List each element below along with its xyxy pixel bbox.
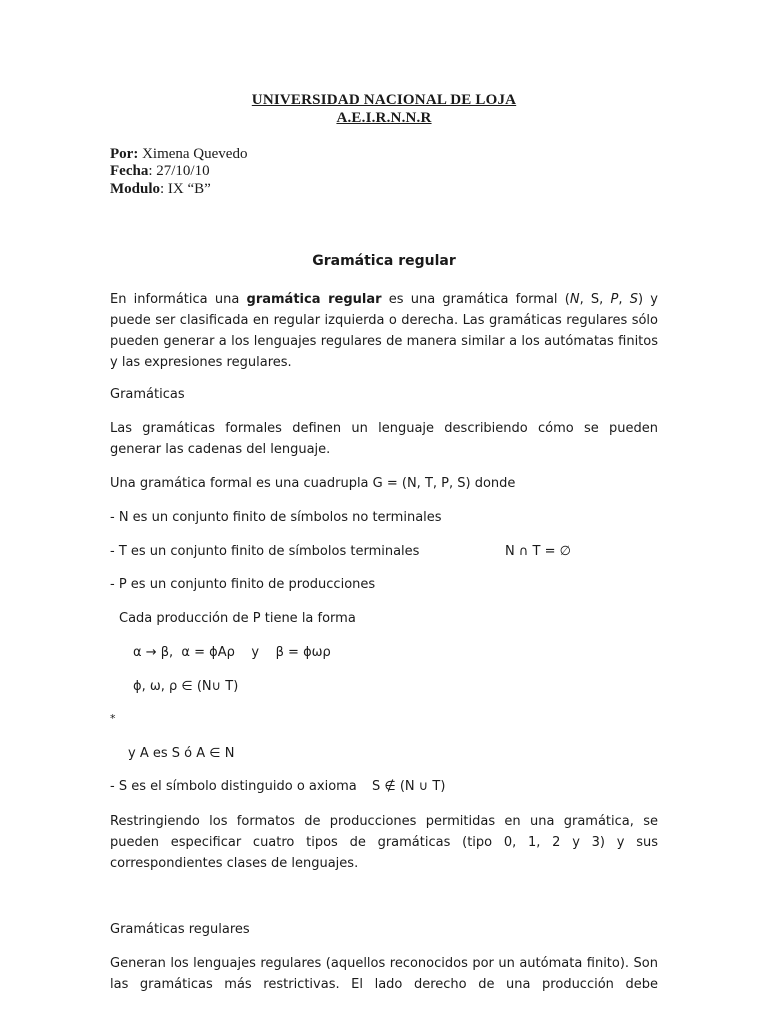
list-item-p: - P es un conjunto finito de producciones bbox=[110, 577, 376, 592]
section-heading-gramaticas-regulares: Gramáticas regulares bbox=[110, 922, 250, 937]
document-title: Gramática regular bbox=[312, 253, 456, 269]
kleene-star: * bbox=[110, 712, 116, 725]
production-membership: ϕ, ω, ρ ∈ (N∪ T) bbox=[133, 679, 239, 694]
paragraph-generan: Generan los lenguajes regulares (aquellos reconocidos por un autómata finito). Son las gramáticas más restrictivas. El lado derecho de una producción debe bbox=[110, 956, 658, 992]
production-form-text: Cada producción de P tiene la forma bbox=[119, 611, 356, 626]
list-item-n: - N es un conjunto finito de símbolos no terminales bbox=[110, 510, 442, 525]
production-a-condition: y A es S ó A ∈ N bbox=[128, 746, 235, 761]
date-label: Fecha bbox=[110, 163, 149, 179]
date-value: : 27/10/10 bbox=[148, 163, 210, 179]
list-item-s: - S es el símbolo distinguido o axioma bbox=[110, 779, 357, 794]
author-name: Ximena Quevedo bbox=[138, 146, 248, 162]
module-value: : IX “B” bbox=[160, 181, 211, 197]
term-gramatica-regular: gramática regular bbox=[246, 292, 382, 307]
production-formula: α → β, α = ϕAρ y β = ϕωρ bbox=[133, 645, 331, 660]
faculty-acronym: A.E.I.R.N.N.R bbox=[336, 110, 432, 126]
list-item-t: - T es un conjunto finito de símbolos terminales bbox=[110, 544, 420, 559]
paragraph-restringiendo: Restringiendo los formatos de producciones permitidas en una gramática, se pueden especificar cuatro tipos de gramáticas (tipo 0, 1, 2 y 3) y sus correspondientes clases de lenguajes. bbox=[110, 814, 658, 871]
intro-paragraph: En informática una gramática regular es una gramática formal (N, S, P, S) y puede ser clasificada en regular izquierda o derecha. Las gramáticas regulares sólo pueden generar a los lenguajes regulares de manera similar a los autómatas finitos y las expresiones regulares. bbox=[110, 292, 659, 370]
module-label: Modulo bbox=[110, 181, 161, 197]
module-line bbox=[110, 181, 211, 198]
paragraph-gramaticas-formales: Las gramáticas formales definen un lenguaje describiendo cómo se pueden generar las cadenas del lenguaje. bbox=[110, 421, 658, 457]
author-label: Por: bbox=[110, 146, 139, 162]
section-heading-gramaticas: Gramáticas bbox=[110, 387, 185, 402]
paragraph-cuadrupla: Una gramática formal es una cuadrupla G = (N, T, P, S) donde bbox=[110, 476, 516, 491]
university-name: UNIVERSIDAD NACIONAL DE LOJA bbox=[251, 92, 517, 108]
formula-intersection: N ∩ T = ∅ bbox=[505, 544, 571, 559]
formula-s-not-in: S ∉ (N ∪ T) bbox=[372, 779, 446, 794]
author-line bbox=[110, 146, 247, 163]
date-line bbox=[110, 163, 210, 180]
